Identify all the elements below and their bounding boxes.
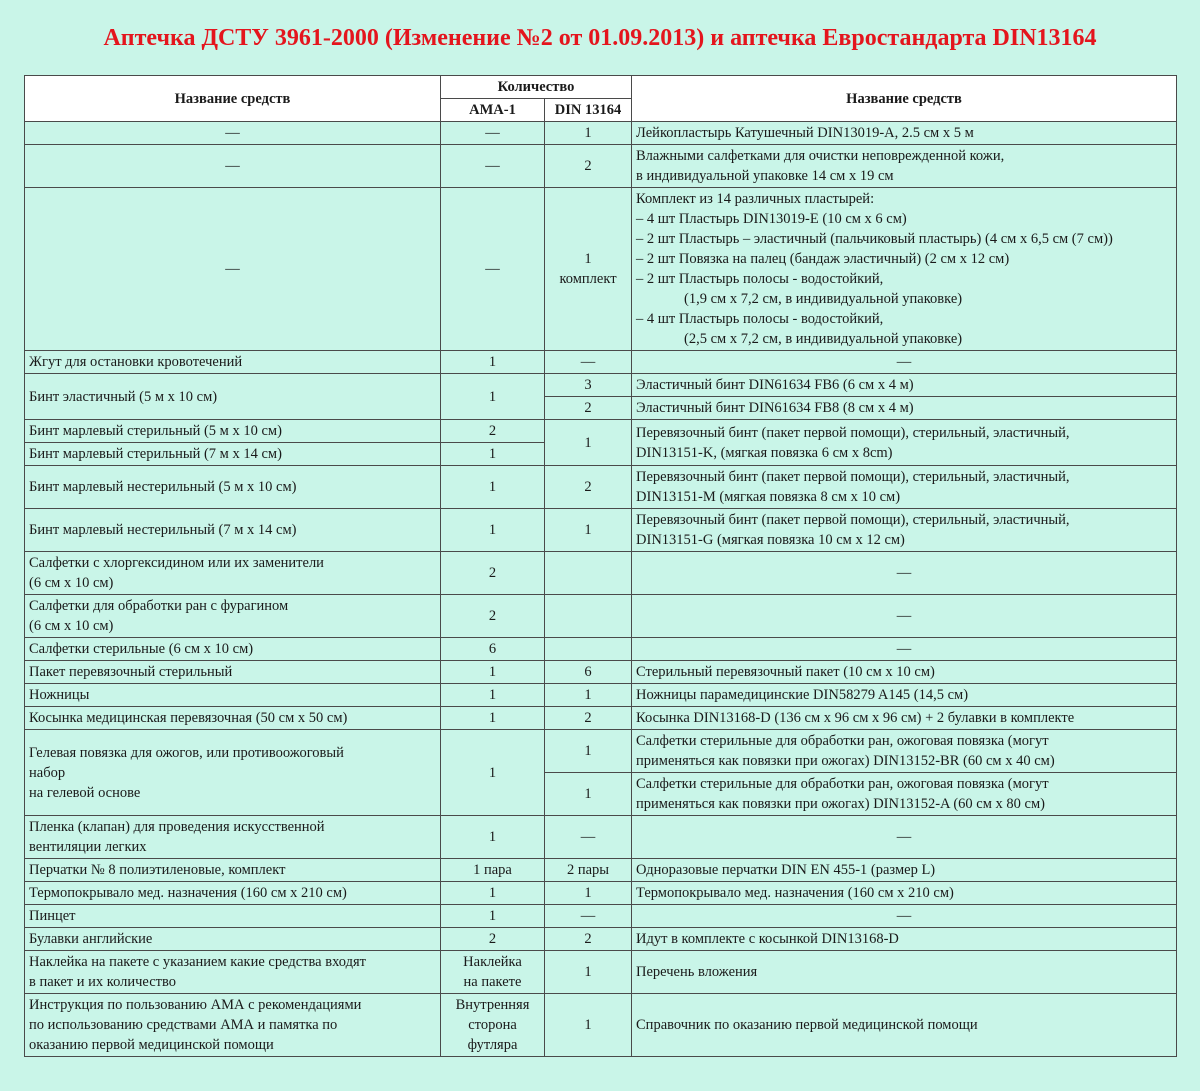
qty-ama: 1 xyxy=(441,905,545,928)
item-name-din xyxy=(632,638,1177,661)
item-name-ama: Перчатки № 8 полиэтиленовые, комплект xyxy=(25,859,441,882)
item-name-ama: — xyxy=(25,122,441,145)
cell-line: – 4 шт Пластырь DIN13019-E (10 см х 6 см) xyxy=(636,211,907,227)
item-name-ama: — xyxy=(25,145,441,188)
cell-line: (2,5 см х 7,2 см, в индивидуальной упаковке) xyxy=(684,331,963,347)
cell-line: Стерильный перевязочный пакет (10 см х 10 см) xyxy=(636,664,935,680)
cell-line: Влажными салфетками для очистки неповрежденной кожи, xyxy=(636,148,1005,164)
item-name-din xyxy=(632,951,1177,994)
cell-line: (6 см х 10 см) xyxy=(29,575,114,591)
cell-line: DIN13151-G (мягкая повязка 10 см х 12 см) xyxy=(636,532,905,548)
item-name-ama xyxy=(25,595,441,638)
table-row xyxy=(25,882,1177,905)
qty-din: 1 xyxy=(545,994,632,1057)
item-name-ama: Бинт марлевый стерильный (5 м х 10 см) xyxy=(25,420,441,443)
item-name-ama xyxy=(25,816,441,859)
qty-din: 1 xyxy=(545,509,632,552)
qty-ama: — xyxy=(441,122,545,145)
cell-line: Наклейка на пакете с указанием какие средства входят xyxy=(29,954,366,970)
cell-line: футляра xyxy=(467,1037,518,1053)
table-row xyxy=(25,374,1177,397)
item-name-din xyxy=(632,928,1177,951)
cell-line: — xyxy=(896,565,912,581)
cell-line: Наклейка xyxy=(463,954,522,970)
qty-ama: 1 xyxy=(441,509,545,552)
qty-ama xyxy=(441,994,545,1057)
item-name-din xyxy=(632,145,1177,188)
item-name-din: Эластичный бинт DIN61634 FB8 (8 см х 4 м) xyxy=(632,397,1177,420)
qty-ama: — xyxy=(441,188,545,351)
cell-line: Гелевая повязка для ожогов, или противоожоговый xyxy=(29,744,344,761)
cell-line: – 4 шт Пластырь полосы - водостойкий, xyxy=(636,311,884,327)
item-name-ama: — xyxy=(25,188,441,351)
item-name-din xyxy=(632,994,1177,1057)
qty-din: 2 xyxy=(545,466,632,509)
cell-line: Справочник по оказанию первой медицинской помощи xyxy=(636,1017,978,1033)
item-name-din xyxy=(632,707,1177,730)
qty-ama xyxy=(441,951,545,994)
cell-line: – 2 шт Повязка на палец (бандаж эластичный) (2 см х 12 см) xyxy=(636,251,1010,267)
item-name-ama xyxy=(25,730,441,816)
item-name-din xyxy=(632,859,1177,882)
cell-line: Одноразовые перчатки DIN EN 455-1 (размер L) xyxy=(636,862,936,878)
header-name-left: Название средств xyxy=(25,76,441,122)
cell-line: Комплект из 14 различных пластырей: xyxy=(636,191,875,207)
item-name-din xyxy=(632,188,1177,351)
qty-din: 6 xyxy=(545,661,632,684)
cell-line: в пакет и их количество xyxy=(29,974,176,990)
cell-line: DIN13151-K, (мягкая повязка 6 см х 8cm) xyxy=(636,444,893,461)
qty-din: 2 xyxy=(545,397,632,420)
table-row xyxy=(25,638,1177,661)
cell-line: применяться как повязки при ожогах) DIN13152-BR (60 см х 40 см) xyxy=(636,753,1055,769)
cell-line: Перевязочный бинт (пакет первой помощи), стерильный, эластичный, xyxy=(636,512,1070,528)
cell-line: Салфетки с хлоргексидином или их заменители xyxy=(29,555,324,571)
item-name-din xyxy=(632,420,1177,466)
qty-din: — xyxy=(545,905,632,928)
cell-line: Термопокрывало мед. назначения (160 см х 210 см) xyxy=(636,885,954,901)
item-name-din xyxy=(632,684,1177,707)
table-row xyxy=(25,684,1177,707)
qty-din xyxy=(545,188,632,351)
qty-ama: 2 xyxy=(441,552,545,595)
qty-din: 1 xyxy=(545,951,632,994)
qty-din xyxy=(545,638,632,661)
cell-line: Салфетки стерильные для обработки ран, ожоговая повязка (могут xyxy=(636,776,1049,792)
qty-din xyxy=(545,595,632,638)
item-name-din xyxy=(632,595,1177,638)
qty-din xyxy=(545,552,632,595)
qty-ama: 1 xyxy=(441,351,545,374)
cell-line: Пленка (клапан) для проведения искусственной xyxy=(29,819,325,835)
page-title: Аптечка ДСТУ 3961-2000 (Изменение №2 от 01.09.2013) и аптечка Евростандарта DIN13164 xyxy=(103,25,1097,51)
qty-ama: 6 xyxy=(441,638,545,661)
table-row xyxy=(25,595,1177,638)
item-name-din xyxy=(632,351,1177,374)
qty-din: 1 xyxy=(545,730,632,773)
cell-line: DIN13151-M (мягкая повязка 8 см х 10 см) xyxy=(636,489,901,505)
qty-din: 1 xyxy=(545,420,632,466)
header-quantity: Количество xyxy=(441,76,632,99)
qty-din: 1 xyxy=(545,882,632,905)
qty-din: — xyxy=(545,816,632,859)
item-name-din xyxy=(632,773,1177,816)
table-row xyxy=(25,466,1177,509)
table-row xyxy=(25,188,1177,351)
comparison-table xyxy=(24,75,1177,1057)
qty-din: 1 xyxy=(545,773,632,816)
header-ama: АМА-1 xyxy=(441,99,545,122)
qty-din: 2 xyxy=(545,707,632,730)
qty-din: 2 xyxy=(545,145,632,188)
table-row xyxy=(25,661,1177,684)
item-name-din xyxy=(632,730,1177,773)
qty-din: 3 xyxy=(545,374,632,397)
cell-line: 1 xyxy=(584,251,592,267)
cell-line: оказанию первой медицинской помощи xyxy=(29,1037,274,1053)
cell-line: Ножницы парамедицинские DIN58279 A145 (14,5 см) xyxy=(636,687,969,703)
qty-din: 1 xyxy=(545,684,632,707)
item-name-ama: Бинт марлевый нестерильный (7 м х 14 см) xyxy=(25,509,441,552)
qty-din: 2 пары xyxy=(545,859,632,882)
cell-line: Лейкопластырь Катушечный DIN13019-A, 2.5 см х 5 м xyxy=(636,125,974,141)
qty-ama: 1 xyxy=(441,707,545,730)
item-name-ama xyxy=(25,994,441,1057)
cell-line: в индивидуальной упаковке 14 см х 19 см xyxy=(636,168,894,184)
item-name-din: Эластичный бинт DIN61634 FB6 (6 см х 4 м) xyxy=(632,374,1177,397)
qty-din: 1 xyxy=(545,122,632,145)
cell-line: Салфетки для обработки ран с фурагином xyxy=(29,598,289,614)
cell-line: — xyxy=(896,908,912,924)
qty-ama: 1 xyxy=(441,374,545,420)
item-name-ama: Бинт эластичный (5 м х 10 см) xyxy=(25,374,441,420)
cell-line: (6 см х 10 см) xyxy=(29,618,114,634)
item-name-din xyxy=(632,509,1177,552)
table-row xyxy=(25,351,1177,374)
item-name-ama xyxy=(25,951,441,994)
qty-ama: 1 xyxy=(441,661,545,684)
cell-line: вентиляции легких xyxy=(29,839,147,855)
qty-ama: 1 xyxy=(441,816,545,859)
table-row xyxy=(25,816,1177,859)
cell-line: Салфетки стерильные для обработки ран, ожоговая повязка (могут xyxy=(636,733,1049,749)
table-row xyxy=(25,994,1177,1057)
item-name-din xyxy=(632,466,1177,509)
item-name-din xyxy=(632,122,1177,145)
cell-line: – 2 шт Пластырь – эластичный (пальчиковый пластырь) (4 см х 6,5 см (7 см)) xyxy=(636,231,1113,247)
item-name-ama: Пинцет xyxy=(25,905,441,928)
header-din: DIN 13164 xyxy=(545,99,632,122)
qty-din: 2 xyxy=(545,928,632,951)
qty-ama: — xyxy=(441,145,545,188)
table-row xyxy=(25,145,1177,188)
qty-ama: 1 xyxy=(441,882,545,905)
cell-line: на пакете xyxy=(463,974,522,990)
item-name-ama xyxy=(25,552,441,595)
qty-ama: 1 xyxy=(441,466,545,509)
cell-line: набор xyxy=(29,764,66,781)
item-name-din xyxy=(632,905,1177,928)
cell-line: Перечень вложения xyxy=(636,964,758,980)
item-name-din xyxy=(632,882,1177,905)
qty-ama: 2 xyxy=(441,928,545,951)
qty-ama: 1 xyxy=(441,730,545,816)
cell-line: Косынка DIN13168-D (136 см х 96 см х 96 см) + 2 булавки в комплекте xyxy=(636,710,1075,726)
cell-line: Перевязочный бинт (пакет первой помощи), стерильный, эластичный, xyxy=(636,424,1070,441)
table-row xyxy=(25,420,1177,443)
item-name-din xyxy=(632,661,1177,684)
table-row xyxy=(25,928,1177,951)
item-name-din xyxy=(632,552,1177,595)
item-name-ama: Ножницы xyxy=(25,684,441,707)
table-row xyxy=(25,707,1177,730)
item-name-ama: Термопокрывало мед. назначения (160 см х 210 см) xyxy=(25,882,441,905)
cell-line: — xyxy=(896,354,912,370)
item-name-ama: Салфетки стерильные (6 см х 10 см) xyxy=(25,638,441,661)
qty-ama: 1 xyxy=(441,443,545,466)
cell-line: Инструкция по пользованию АМА с рекомендациями xyxy=(29,997,362,1013)
qty-din: — xyxy=(545,351,632,374)
table-row xyxy=(25,730,1177,773)
cell-line: применяться как повязки при ожогах) DIN13152-A (60 см х 80 см) xyxy=(636,796,1045,812)
qty-ama: 2 xyxy=(441,595,545,638)
table-row xyxy=(25,122,1177,145)
table-row xyxy=(25,859,1177,882)
cell-line: — xyxy=(896,608,912,624)
item-name-ama: Жгут для остановки кровотечений xyxy=(25,351,441,374)
cell-line: сторона xyxy=(468,1017,517,1033)
item-name-din xyxy=(632,816,1177,859)
qty-ama: 1 xyxy=(441,684,545,707)
cell-line: – 2 шт Пластырь полосы - водостойкий, xyxy=(636,271,884,287)
cell-line: — xyxy=(896,641,912,657)
table-row xyxy=(25,509,1177,552)
item-name-ama: Бинт марлевый стерильный (7 м х 14 см) xyxy=(25,443,441,466)
cell-line: комплект xyxy=(559,271,617,287)
item-name-ama: Бинт марлевый нестерильный (5 м х 10 см) xyxy=(25,466,441,509)
table-row xyxy=(25,905,1177,928)
item-name-ama: Косынка медицинская перевязочная (50 см х 50 см) xyxy=(25,707,441,730)
cell-line: на гелевой основе xyxy=(29,784,141,801)
cell-line: Внутренняя xyxy=(455,997,530,1013)
cell-line: (1,9 см х 7,2 см, в индивидуальной упаковке) xyxy=(684,291,963,307)
table-row xyxy=(25,552,1177,595)
item-name-ama: Булавки английские xyxy=(25,928,441,951)
qty-ama: 2 xyxy=(441,420,545,443)
header-name-right: Название средств xyxy=(632,76,1177,122)
cell-line: по использованию средствами АМА и памятка по xyxy=(29,1017,338,1033)
table-row xyxy=(25,951,1177,994)
cell-line: — xyxy=(896,829,912,845)
qty-ama: 1 пара xyxy=(441,859,545,882)
item-name-ama: Пакет перевязочный стерильный xyxy=(25,661,441,684)
cell-line: Идут в комплекте с косынкой DIN13168-D xyxy=(636,931,899,947)
cell-line: Перевязочный бинт (пакет первой помощи), стерильный, эластичный, xyxy=(636,469,1070,485)
